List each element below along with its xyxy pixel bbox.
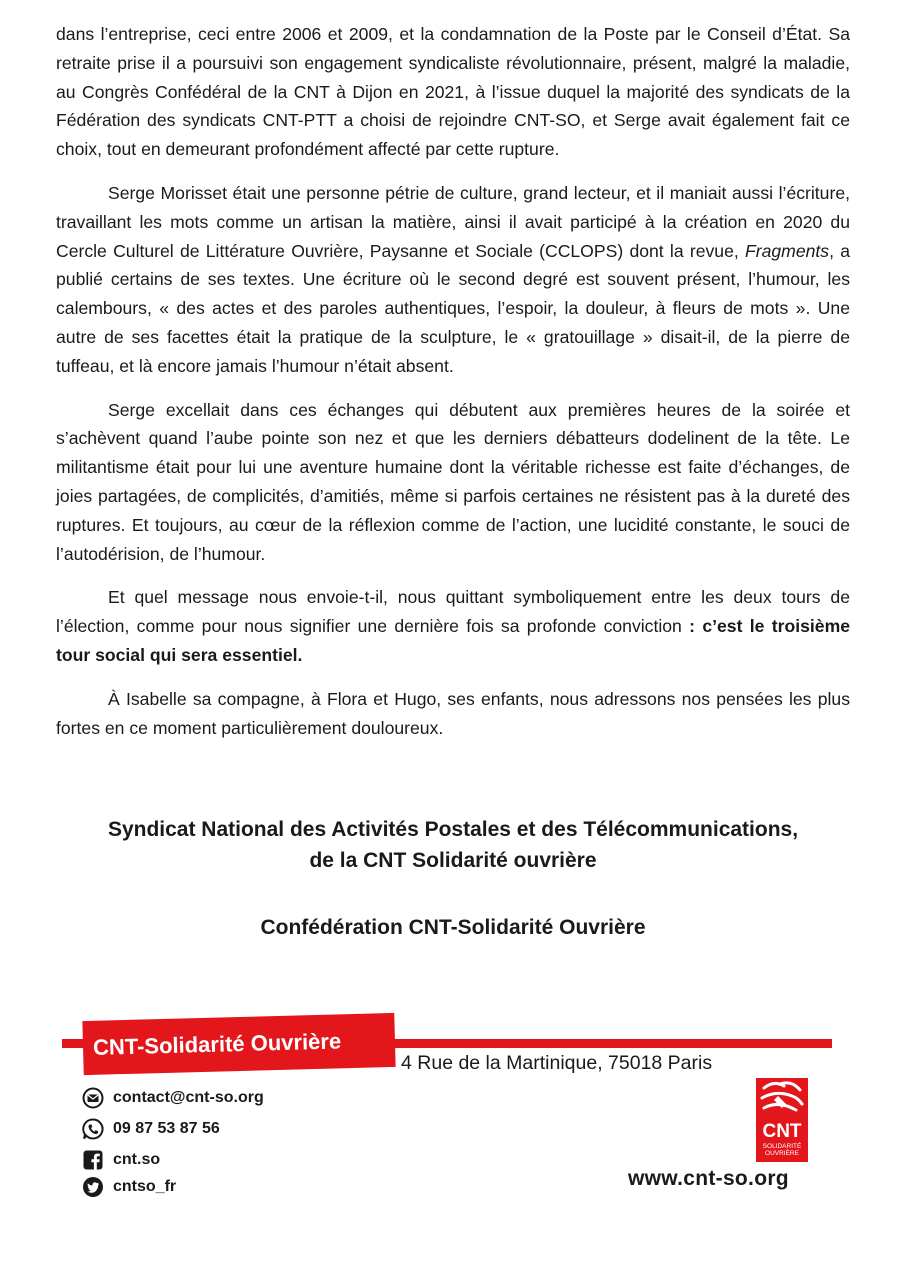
- footer-banner-text: CNT-Solidarité Ouvrière: [92, 1028, 342, 1060]
- cnt-so-logo: [752, 1074, 812, 1166]
- facebook-icon: [82, 1149, 104, 1171]
- website-link[interactable]: www.cnt-so.org: [628, 1167, 789, 1190]
- envelope-icon: [82, 1087, 104, 1109]
- paragraph-bold-text: : c’est le troisième tour social qui sera essentiel.: [56, 616, 850, 665]
- contact-twitter[interactable]: [82, 1174, 176, 1200]
- contact-phone-text[interactable]: 09 87 53 87 56: [113, 1120, 220, 1137]
- paragraph-text: À Isabelle sa compagne, à Flora et Hugo, ses enfants, nous adressons nos pensées les plus fortes en ce moment particulièrement douloureux.: [56, 688, 850, 738]
- paragraph: [56, 583, 850, 669]
- paragraph: [56, 179, 850, 381]
- contact-phone[interactable]: [82, 1116, 220, 1142]
- paragraph-text: Et quel message nous envoie-t-il, nous quittant symboliquement entre les deux tours de l’élection, comme pour nous signifier une dernière fois sa profonde conviction: [56, 587, 850, 637]
- contact-email-text[interactable]: contact@cnt-so.org: [113, 1089, 264, 1106]
- contact-twitter-text[interactable]: cntso_fr: [113, 1178, 177, 1195]
- paragraph: [56, 20, 850, 164]
- footer-address: 4 Rue de la Martinique, 75018 Paris: [401, 1052, 713, 1074]
- signature-union: [0, 814, 906, 876]
- paragraph-text: Serge excellait dans ces échanges qui débutent aux premières heures de la soirée et s’achèvent quand l’aube pointe son nez et que les derniers débatteurs dodelinent de la tête. Le militantisme était pour lui une aventure humaine dont la véritable richesse est faite d’échanges, de joies partagées, de complicités, d’amitiés, même si parfois certaines ne résistent pas à la dureté des ruptures. Et toujours, au cœur de la réflexion comme de l’action, une lucidité constante, le souci de l’autodérision, de l’humour.: [56, 399, 850, 564]
- signature-line-1: Syndicat National des Activités Postales et des Télécommunications,: [107, 818, 799, 841]
- paragraph: [56, 685, 850, 743]
- logo-sub-2: OUVRIÈRE: [765, 1150, 799, 1157]
- paragraph-text: Serge Morisset était une personne pétrie de culture, grand lecteur, et il maniait aussi l’écriture, travaillant les mots comme un artisan la matière, ainsi il avait participé à la création en 2020 du Cercle Culturel de Littérature Ouvrière, Paysanne et Sociale (CCLOPS) dont la revue,: [56, 182, 850, 261]
- logo-text: CNT: [762, 1121, 802, 1142]
- paragraph-text: , a publié certains de ses textes. Une écriture où le second degré est souvent présent, l’humour, les calembours, « des actes et des paroles authentiques, l’espoir, la douleur, à fleurs de mots ». Une autre de ses facettes était la pratique de la sculpture, le « gratouillage » disait-il, de la pierre de tuffeau, et là encore jamais l’humour n’était absent.: [56, 240, 851, 376]
- logo-sub-1: SOLIDARITÉ: [762, 1143, 802, 1150]
- signature-confederation: Confédération CNT-Solidarité Ouvrière: [260, 916, 646, 939]
- phone-icon: [82, 1118, 104, 1140]
- signature-line-2: de la CNT Solidarité ouvrière: [309, 849, 597, 872]
- contact-email[interactable]: [82, 1085, 264, 1111]
- contact-facebook-text[interactable]: cnt.so: [113, 1151, 161, 1168]
- paragraph-italic-text: Fragments: [745, 240, 830, 261]
- twitter-icon: [82, 1176, 104, 1198]
- body-text: [56, 20, 850, 757]
- contact-facebook[interactable]: [82, 1147, 160, 1173]
- paragraph-text: dans l’entreprise, ceci entre 2006 et 2009, et la condamnation de la Poste par le Conseil d’État. Sa retraite prise il a poursuivi son engagement syndicaliste révolutionnaire, présent, malgré la maladie, au Congrès Confédéral de la CNT à Dijon en 2021, à l’issue duquel la majorité des syndicats de la Fédération des syndicats CNT-PTT a choisi de rejoindre CNT-SO, et Serge avait également fait ce choix, tout en demeurant profondément affecté par cette rupture.: [56, 24, 850, 160]
- paragraph: [56, 396, 850, 569]
